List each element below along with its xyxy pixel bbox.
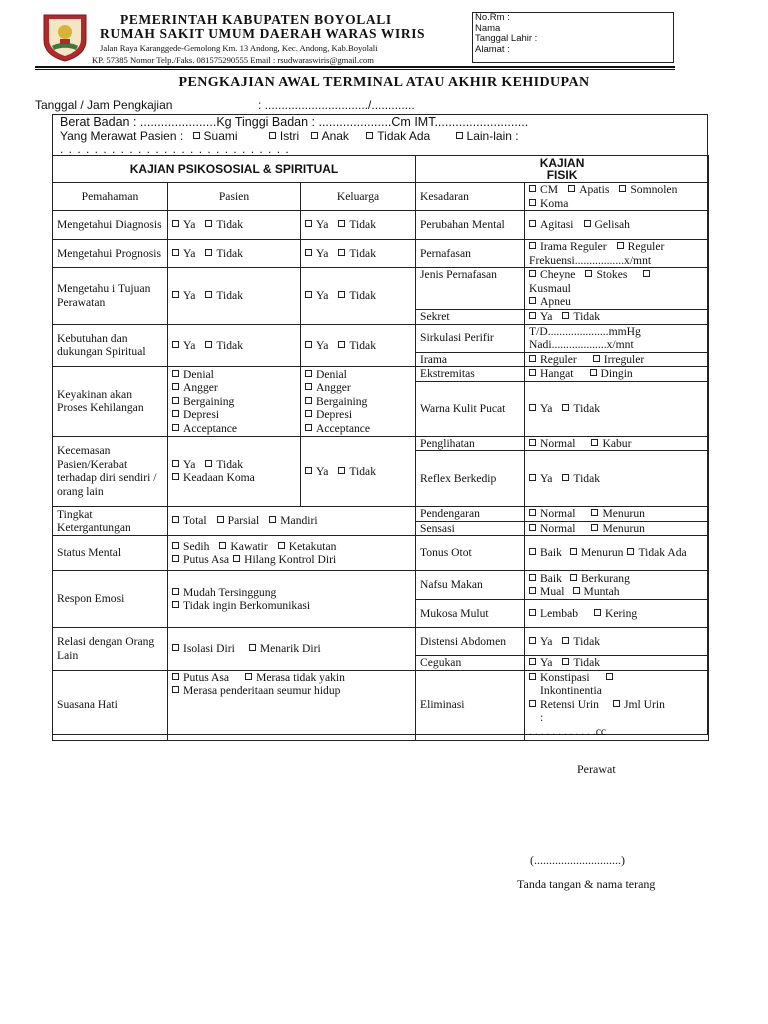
option-kering[interactable]: Kering — [594, 607, 637, 620]
checkbox[interactable] — [172, 473, 179, 480]
pernafasan-options — [525, 240, 709, 268]
tanggal-lahir-field[interactable]: Tanggal Lahir : — [475, 33, 538, 44]
option-tidak[interactable]: Tidak — [562, 635, 600, 648]
checkbox[interactable] — [193, 132, 200, 139]
checkbox[interactable] — [562, 312, 569, 319]
checkbox[interactable] — [305, 410, 312, 417]
option-menarik-diri[interactable]: Menarik Diri — [249, 642, 321, 655]
form-title: PENGKAJIAN AWAL TERMINAL ATAU AKHIR KEHIDUPAN — [178, 75, 590, 90]
td-field[interactable]: T/D.....................mmHg — [529, 324, 641, 338]
option-ya[interactable]: Ya — [305, 218, 328, 231]
option-tidak[interactable]: Tidak — [205, 218, 243, 231]
option-tidak[interactable]: Tidak — [562, 402, 600, 415]
option-mudah-tersinggung[interactable]: Mudah Tersinggung — [172, 586, 276, 599]
checkbox[interactable] — [529, 220, 536, 227]
suasana-hati-options — [168, 670, 416, 740]
kesadaran-options — [525, 183, 709, 211]
checkbox[interactable] — [305, 249, 312, 256]
option-merasa-penderitaan[interactable]: Merasa penderitaan seumur hidup — [172, 684, 340, 697]
checkbox[interactable] — [456, 132, 463, 139]
option-tidak[interactable]: Tidak — [562, 472, 600, 485]
row-label-spiritual: Kebutuhan dan dukungan Spiritual — [53, 324, 168, 367]
kesadaran-label: Kesadaran — [416, 183, 525, 211]
nafsu-makan-options — [525, 571, 709, 600]
checkbox[interactable] — [269, 516, 276, 523]
caregiver-option-tidak-ada[interactable]: Tidak Ada — [366, 129, 430, 143]
reflex-label: Reflex Berkedip — [416, 451, 525, 507]
distensi-label: Distensi Abdomen — [416, 628, 525, 656]
mukosa-label: Mukosa Mulut — [416, 600, 525, 628]
checkbox[interactable] — [205, 460, 212, 467]
option-putus-asa[interactable]: Putus Asa — [172, 553, 229, 566]
option-menurun[interactable]: Menurun — [591, 507, 645, 520]
row-label-ketergantungan: Tingkat Ketergantungan — [53, 507, 168, 536]
option-ya[interactable]: Ya — [172, 247, 195, 260]
checkbox[interactable] — [245, 673, 252, 680]
kesadaran-somnolen[interactable]: Somnolen — [619, 183, 677, 196]
sensasi-options — [525, 521, 709, 536]
pendengaran-options — [525, 507, 709, 522]
checkbox[interactable] — [529, 312, 536, 319]
option-ya[interactable]: Ya — [529, 635, 552, 648]
checkbox[interactable] — [562, 404, 569, 411]
option-apneu[interactable]: Apneu — [529, 295, 571, 308]
row-label-diagnosis: Mengetahui Diagnosis — [53, 211, 168, 240]
col-pemahaman: Pemahaman — [53, 183, 168, 211]
option-ya[interactable]: Ya — [529, 472, 552, 485]
relasi-options — [168, 628, 416, 671]
checkbox[interactable] — [562, 474, 569, 481]
checkbox[interactable] — [305, 397, 312, 404]
kesadaran-koma[interactable]: Koma — [529, 197, 568, 210]
spiritual-keluarga — [301, 324, 416, 367]
row-label-relasi: Relasi dengan Orang Lain — [53, 628, 168, 671]
ekstremitas-label: Ekstremitas — [416, 367, 525, 382]
penglihatan-label: Penglihatan — [416, 436, 525, 451]
checkbox[interactable] — [172, 220, 179, 227]
header-contact: KP. 57385 Nomor Telp./Faks. 081575290555 Email : rsudwaraswiris@gmail.com — [92, 55, 374, 65]
kesadaran-apatis[interactable]: Apatis — [568, 183, 609, 196]
row-label-status-mental: Status Mental — [53, 536, 168, 571]
option-tidak[interactable]: Tidak — [338, 465, 376, 478]
option-depresi[interactable]: Depresi — [316, 408, 353, 421]
checkbox[interactable] — [305, 220, 312, 227]
option-ya[interactable]: Ya — [305, 339, 328, 352]
checkbox[interactable] — [529, 609, 536, 616]
eliminasi-label: Eliminasi — [416, 670, 525, 740]
checkbox[interactable] — [529, 637, 536, 644]
irama-options — [525, 352, 709, 367]
checkbox[interactable] — [172, 410, 179, 417]
checkbox[interactable] — [305, 424, 312, 431]
keyakinan-pasien — [168, 367, 301, 437]
perubahan-mental-options — [525, 211, 709, 240]
cegukan-options — [525, 656, 709, 671]
option-denial[interactable]: Denial — [316, 367, 347, 381]
option-dingin[interactable]: Dingin — [590, 367, 633, 380]
option-ya[interactable]: Ya — [529, 402, 552, 415]
option-kabur[interactable]: Kabur — [591, 437, 631, 450]
option-ya[interactable]: Ya — [305, 247, 328, 260]
checkbox[interactable] — [278, 542, 285, 549]
sekret-options — [525, 310, 709, 325]
ketergantungan-options — [168, 507, 416, 536]
checkbox[interactable] — [529, 355, 536, 362]
tujuan-keluarga — [301, 268, 416, 325]
option-tidak[interactable]: Tidak — [562, 656, 600, 669]
col-keluarga: Keluarga — [301, 183, 416, 211]
checkbox[interactable] — [591, 524, 598, 531]
option-menurun[interactable]: Menurun — [591, 522, 645, 535]
checkbox[interactable] — [562, 637, 569, 644]
perubahan-mental-label: Perubahan Mental — [416, 211, 525, 240]
checkbox[interactable] — [338, 341, 345, 348]
row-label-prognosis: Mengetahui Prognosis — [53, 240, 168, 268]
option-tidak[interactable]: Tidak — [338, 218, 376, 231]
checkbox[interactable] — [305, 467, 312, 474]
option-acceptance[interactable]: Acceptance — [316, 421, 371, 435]
option-menurun[interactable]: Menurun — [570, 546, 624, 559]
checkbox[interactable] — [172, 686, 179, 693]
checkbox[interactable] — [570, 548, 577, 555]
checkbox[interactable] — [305, 383, 312, 390]
option-ya[interactable]: Ya — [529, 656, 552, 669]
option-isolasi-diri[interactable]: Isolasi Diri — [172, 642, 235, 655]
sirkulasi-fields — [525, 324, 709, 352]
penglihatan-options — [525, 436, 709, 451]
checkbox[interactable] — [529, 673, 536, 680]
option-kawatir[interactable]: Kawatir — [219, 540, 267, 553]
option-tidak-berkomunikasi[interactable]: Tidak ingin Berkomunikasi — [172, 599, 310, 612]
checkbox[interactable] — [591, 439, 598, 446]
checkbox[interactable] — [338, 291, 345, 298]
option-parsial[interactable]: Parsial — [217, 514, 260, 527]
reflex-options — [525, 451, 709, 507]
kusmaul-checkbox[interactable] — [643, 270, 650, 277]
checkbox[interactable] — [619, 185, 626, 192]
checkbox[interactable] — [172, 460, 179, 467]
row-label-kecemasan: Kecemasan Pasien/Kerabat terhadap diri sendiri / orang lain — [53, 436, 168, 507]
option-baik[interactable]: Baik — [529, 572, 562, 585]
checkbox[interactable] — [172, 516, 179, 523]
checkbox[interactable] — [311, 132, 318, 139]
no-rm-field[interactable]: No.Rm : — [475, 12, 510, 23]
respon-emosi-options — [168, 571, 416, 628]
checkbox[interactable] — [172, 424, 179, 431]
mukosa-options — [525, 600, 709, 628]
checkbox[interactable] — [529, 439, 536, 446]
nama-field[interactable]: Nama — [475, 22, 501, 34]
checkbox[interactable] — [338, 220, 345, 227]
patient-id-box — [472, 12, 674, 63]
checkbox[interactable] — [584, 220, 591, 227]
option-ya[interactable]: Ya — [172, 218, 195, 231]
signature-caption: Tanda tangan & nama terang — [517, 877, 656, 891]
row-label-suasana-hati: Suasana Hati — [53, 670, 168, 740]
checkbox[interactable] — [529, 548, 536, 555]
option-normal[interactable]: Normal — [529, 522, 575, 535]
tujuan-pasien — [168, 268, 301, 325]
inkontinentia-checkbox[interactable] — [606, 673, 613, 680]
checkbox[interactable] — [529, 404, 536, 411]
option-ya[interactable]: Ya — [305, 465, 328, 478]
checkbox[interactable] — [529, 199, 536, 206]
checkbox[interactable] — [568, 185, 575, 192]
checkbox[interactable] — [529, 297, 536, 304]
spiritual-pasien — [168, 324, 301, 367]
checkbox[interactable] — [529, 574, 536, 581]
keyakinan-keluarga — [301, 367, 416, 437]
option-mual[interactable]: Mual — [529, 585, 564, 598]
option-tidak-ada[interactable]: Tidak Ada — [627, 546, 686, 559]
header-government-name: PEMERINTAH KABUPATEN BOYOLALI — [120, 12, 392, 27]
option-tidak[interactable]: Tidak — [205, 458, 243, 471]
option-hilang-kontrol[interactable]: Hilang Kontrol Diri — [233, 553, 336, 566]
checkbox[interactable] — [366, 132, 373, 139]
checkbox[interactable] — [529, 587, 536, 594]
assessment-datetime-field[interactable]: : .............................../............. — [258, 98, 415, 112]
option-irama-reguler[interactable]: Irama Reguler — [529, 240, 607, 253]
option-bergaining[interactable]: Bergaining — [316, 394, 368, 408]
option-depresi[interactable]: Depresi — [183, 408, 220, 421]
option-hangat[interactable]: Hangat — [529, 367, 573, 380]
header-divider — [35, 66, 675, 68]
kecemasan-pasien — [168, 436, 301, 507]
option-stokes[interactable]: Stokes — [585, 268, 627, 281]
option-keadaan-koma[interactable]: Keadaan Koma — [172, 471, 255, 484]
sensasi-label: Sensasi — [416, 521, 525, 536]
pernafasan-label: Pernafasan — [416, 240, 525, 268]
option-total[interactable]: Total — [172, 514, 207, 527]
warna-kulit-options — [525, 381, 709, 436]
option-ya[interactable]: Ya — [172, 289, 195, 302]
caregiver-other-field[interactable]: . . . . . . . . . . . . . . . . . . . . . . . . . . . — [60, 142, 290, 156]
row-label-keyakinan: Keyakinan akan Proses Kehilangan — [53, 367, 168, 437]
jenis-pernafasan-options — [525, 268, 709, 310]
option-konstipasi[interactable]: Konstipasi — [529, 671, 590, 684]
option-ya[interactable]: Ya — [529, 310, 552, 323]
option-sedih[interactable]: Sedih — [172, 540, 209, 553]
option-acceptance[interactable]: Acceptance — [183, 421, 238, 435]
option-tidak[interactable]: Tidak — [562, 310, 600, 323]
irama-label: Irama — [416, 352, 525, 367]
option-merasa-tidak-yakin[interactable]: Merasa tidak yakin — [245, 671, 345, 684]
checkbox[interactable] — [338, 467, 345, 474]
distensi-options — [525, 628, 709, 656]
caregiver-option-anak[interactable]: Anak — [311, 129, 349, 143]
option-cheyne[interactable]: Cheyne — [529, 268, 575, 281]
option-ya[interactable]: Ya — [172, 339, 195, 352]
kusmaul-label: Kusmaul — [529, 281, 571, 295]
option-ya[interactable]: Ya — [172, 458, 195, 471]
row-label-respon-emosi: Respon Emosi — [53, 571, 168, 628]
sekret-label: Sekret — [416, 310, 525, 325]
checkbox[interactable] — [172, 555, 179, 562]
checkbox[interactable] — [594, 609, 601, 616]
option-lembab[interactable]: Lembab — [529, 607, 578, 620]
nafsu-makan-label: Nafsu Makan — [416, 571, 525, 600]
option-baik[interactable]: Baik — [529, 546, 562, 559]
checkbox[interactable] — [233, 555, 240, 562]
boyolali-emblem-icon — [40, 12, 90, 62]
checkbox[interactable] — [529, 242, 536, 249]
psychosocial-header: KAJIAN PSIKOSOSIAL & SPIRITUAL — [53, 156, 416, 183]
option-tidak[interactable]: Tidak — [338, 289, 376, 302]
checkbox[interactable] — [529, 524, 536, 531]
alamat-field[interactable]: Alamat : — [475, 43, 510, 55]
ekstremitas-options — [525, 367, 709, 382]
urine-colon: : — [540, 711, 544, 724]
checkbox[interactable] — [249, 644, 256, 651]
checkbox[interactable] — [172, 249, 179, 256]
checkbox[interactable] — [269, 132, 276, 139]
checkbox[interactable] — [585, 270, 592, 277]
option-irreguler[interactable]: Irreguler — [593, 353, 645, 366]
kecemasan-keluarga — [301, 436, 416, 507]
nurse-label: Perawat — [577, 762, 616, 776]
option-mandiri[interactable]: Mandiri — [269, 514, 317, 527]
assessment-datetime-label: Tanggal / Jam Pengkajian — [35, 98, 173, 112]
body-measurements-field[interactable]: Berat Badan : ......................Kg Tinggi Badan : .....................Cm IMT........................... — [60, 115, 529, 129]
option-ketakutan[interactable]: Ketakutan — [278, 540, 337, 553]
kesadaran-cm[interactable]: CM — [529, 183, 558, 196]
tonus-otot-label: Tonus Otot — [416, 536, 525, 571]
diagnosis-keluarga — [301, 211, 416, 240]
tonus-otot-options — [525, 536, 709, 571]
option-tidak[interactable]: Tidak — [205, 339, 243, 352]
caregiver-row — [60, 129, 519, 143]
option-muntah[interactable]: Muntah — [573, 585, 620, 598]
caregiver-option-istri[interactable]: Istri — [269, 129, 299, 143]
caregiver-option-lain-lain[interactable]: Lain-lain : — [456, 129, 519, 143]
option-tidak[interactable]: Tidak — [205, 247, 243, 260]
checkbox[interactable] — [562, 658, 569, 665]
checkbox[interactable] — [172, 341, 179, 348]
checkbox[interactable] — [172, 673, 179, 680]
option-reguler[interactable]: Reguler — [617, 240, 665, 253]
header-divider-thin — [35, 69, 675, 70]
option-berkurang[interactable]: Berkurang — [570, 572, 630, 585]
jenis-pernafasan-label: Jenis Pernafasan — [416, 268, 525, 310]
checkbox[interactable] — [205, 220, 212, 227]
checkbox[interactable] — [172, 644, 179, 651]
checkbox[interactable] — [529, 369, 536, 376]
status-mental-options — [168, 536, 416, 571]
caregiver-label: Yang Merawat Pasien : — [60, 129, 184, 143]
header-hospital-name: RUMAH SAKIT UMUM DAERAH WARAS WIRIS — [100, 26, 426, 41]
checkbox[interactable] — [529, 658, 536, 665]
checkbox[interactable] — [338, 249, 345, 256]
checkbox[interactable] — [205, 341, 212, 348]
checkbox[interactable] — [573, 587, 580, 594]
checkbox[interactable] — [613, 700, 620, 707]
checkbox[interactable] — [305, 370, 312, 377]
checkbox[interactable] — [593, 355, 600, 362]
checkbox[interactable] — [172, 601, 179, 608]
checkbox[interactable] — [172, 370, 179, 377]
checkbox[interactable] — [305, 291, 312, 298]
row-label-tujuan: Mengetahu i Tujuan Perawatan — [53, 268, 168, 325]
checkbox[interactable] — [219, 542, 226, 549]
assessment-table — [52, 155, 709, 741]
checkbox[interactable] — [529, 509, 536, 516]
urine-amount-field[interactable]: . . . . . . . . . . . .cc — [529, 724, 606, 738]
option-angger[interactable]: Angger — [183, 381, 218, 394]
diagnosis-pasien — [168, 211, 301, 240]
cegukan-label: Cegukan — [416, 656, 525, 671]
checkbox[interactable] — [172, 291, 179, 298]
checkbox[interactable] — [172, 588, 179, 595]
option-tidak[interactable]: Tidak — [338, 339, 376, 352]
sirkulasi-label: Sirkulasi Perifir — [416, 324, 525, 352]
checkbox[interactable] — [305, 341, 312, 348]
warna-kulit-label: Warna Kulit Pucat — [416, 381, 525, 436]
header-address: Jalan Raya Karanggede-Gemolong Km. 13 Andong, Kec. Andong, Kab.Boyolali — [100, 43, 378, 53]
checkbox[interactable] — [529, 185, 536, 192]
option-agitasi[interactable]: Agitasi — [529, 218, 574, 231]
option-normal[interactable]: Normal — [529, 437, 575, 450]
checkbox[interactable] — [529, 700, 536, 707]
col-pasien: Pasien — [168, 183, 301, 211]
checkbox[interactable] — [590, 369, 597, 376]
pendengaran-label: Pendengaran — [416, 507, 525, 522]
option-tidak[interactable]: Tidak — [338, 247, 376, 260]
prognosis-keluarga — [301, 240, 416, 268]
inkontinentia-label: Inkontinentia — [540, 684, 602, 697]
option-putus-asa[interactable]: Putus Asa — [172, 671, 229, 684]
option-reguler[interactable]: Reguler — [529, 353, 577, 366]
nadi-field[interactable]: Nadi...................x/mnt — [529, 338, 634, 351]
checkbox[interactable] — [217, 516, 224, 523]
frekuensi-field[interactable]: Frekuensi.................x/mnt — [529, 253, 652, 267]
option-normal[interactable]: Normal — [529, 507, 575, 520]
option-retensi-urin[interactable]: Retensi Urin — [529, 698, 599, 711]
option-jml-urin[interactable]: Jml Urin — [613, 698, 665, 711]
checkbox[interactable] — [591, 509, 598, 516]
checkbox[interactable] — [617, 242, 624, 249]
checkbox[interactable] — [205, 249, 212, 256]
option-gelisah[interactable]: Gelisah — [584, 218, 630, 231]
checkbox[interactable] — [172, 542, 179, 549]
checkbox[interactable] — [627, 548, 634, 555]
option-ya[interactable]: Ya — [305, 289, 328, 302]
signature-field[interactable]: (.............................) — [530, 853, 625, 867]
physical-header: KAJIAN FISIK — [416, 156, 709, 183]
prognosis-pasien — [168, 240, 301, 268]
checkbox[interactable] — [172, 397, 179, 404]
option-denial[interactable]: Denial — [183, 367, 214, 381]
option-bergaining[interactable]: Bergaining — [183, 394, 235, 408]
checkbox[interactable] — [172, 383, 179, 390]
caregiver-option-suami[interactable]: Suami — [193, 129, 238, 143]
checkbox[interactable] — [205, 291, 212, 298]
eliminasi-options — [525, 670, 709, 740]
checkbox[interactable] — [570, 574, 577, 581]
option-tidak[interactable]: Tidak — [205, 289, 243, 302]
checkbox[interactable] — [529, 474, 536, 481]
option-angger[interactable]: Angger — [316, 381, 351, 394]
checkbox[interactable] — [529, 270, 536, 277]
